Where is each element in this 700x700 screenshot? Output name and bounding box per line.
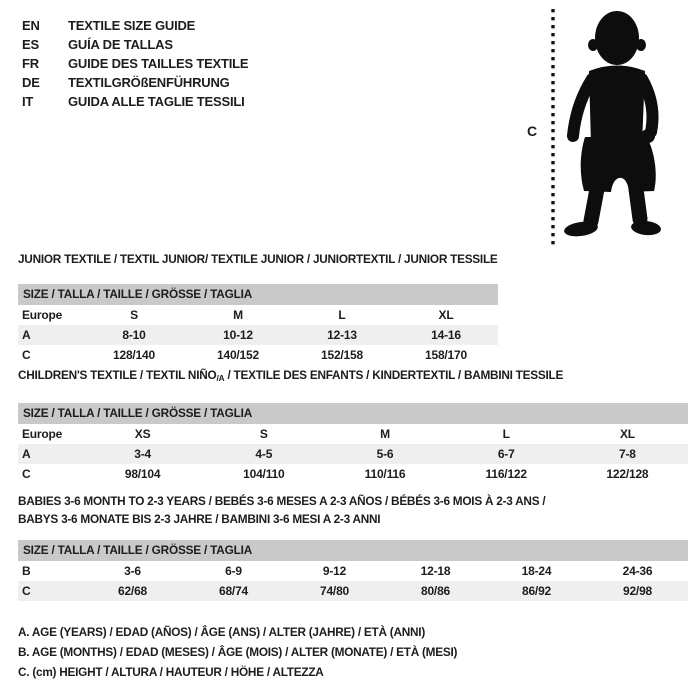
row-label: Europe bbox=[22, 427, 63, 441]
size-cell: L bbox=[502, 427, 510, 441]
toddler-silhouette bbox=[563, 11, 661, 238]
title-part: / TEXTILE DES ENFANTS / KINDERTEXTIL / BAMBINI TESSILE bbox=[224, 368, 564, 382]
value-cell: 7-8 bbox=[619, 447, 636, 461]
table-row-height bbox=[18, 464, 688, 484]
language-code: FR bbox=[22, 56, 39, 71]
language-code: ES bbox=[22, 37, 39, 52]
row-label: A bbox=[22, 328, 31, 342]
language-row-de bbox=[22, 73, 248, 92]
height-marker-label: C bbox=[527, 123, 537, 139]
table-row-age bbox=[18, 444, 688, 464]
value-cell: 152/158 bbox=[321, 348, 363, 362]
row-label: B bbox=[22, 564, 31, 578]
title-part-sub: /A bbox=[216, 373, 225, 383]
value-cell: 24-36 bbox=[622, 564, 653, 578]
row-label: C bbox=[22, 348, 31, 362]
language-title: TEXTILGRÖßENFÜHRUNG bbox=[68, 75, 230, 90]
babies-title-line2: BABYS 3-6 MONATE BIS 2-3 JAHRE / BAMBINI 3-6 MESI A 2-3 ANNI bbox=[18, 512, 381, 526]
value-cell: 74/80 bbox=[319, 584, 350, 598]
table-row-europe bbox=[18, 424, 688, 444]
row-label: C bbox=[22, 467, 31, 481]
row-label: Europe bbox=[22, 308, 63, 322]
value-cell: 10-12 bbox=[223, 328, 253, 342]
size-cell: XL bbox=[438, 308, 454, 322]
size-cell: M bbox=[380, 427, 390, 441]
value-cell: 116/122 bbox=[485, 467, 527, 481]
babies-textile-section bbox=[18, 492, 688, 601]
table-row-age-months bbox=[18, 561, 688, 581]
value-cell: 3-4 bbox=[134, 447, 151, 461]
language-row-en bbox=[22, 16, 248, 35]
size-header-bar: SIZE / TALLA / TAILLE / GRÖSSE / TAGLIA bbox=[18, 540, 688, 561]
value-cell: 98/104 bbox=[124, 467, 161, 481]
value-cell: 5-6 bbox=[376, 447, 394, 461]
value-cell: 6-7 bbox=[497, 447, 515, 461]
size-header-bar: SIZE / TALLA / TAILLE / GRÖSSE / TAGLIA bbox=[18, 284, 498, 305]
value-cell: 18-24 bbox=[521, 564, 552, 578]
language-code: EN bbox=[22, 18, 40, 33]
language-title: TEXTILE SIZE GUIDE bbox=[68, 18, 196, 33]
childrens-textile-section bbox=[18, 368, 688, 484]
footnote-a: A. AGE (YEARS) / EDAD (AÑOS) / ÂGE (ANS) / ALTER (JAHRE) / ETÀ (ANNI) bbox=[18, 625, 425, 639]
value-cell: 3-6 bbox=[124, 564, 141, 578]
footnote-c: C. (cm) HEIGHT / ALTURA / HAUTEUR / HÖHE / ALTEZZA bbox=[18, 665, 324, 679]
language-code: DE bbox=[22, 75, 40, 90]
language-code: IT bbox=[22, 94, 34, 109]
size-cell: L bbox=[338, 308, 346, 322]
value-cell: 122/128 bbox=[606, 467, 649, 481]
language-row-fr bbox=[22, 54, 248, 73]
language-title-list bbox=[22, 16, 248, 111]
babies-title-line1: BABIES 3-6 MONTH TO 2-3 YEARS / BEBÉS 3-6 MESES A 2-3 AÑOS / BÉBÉS 3-6 MOIS À 2-3 ANS / bbox=[18, 494, 546, 508]
footnote-b: B. AGE (MONTHS) / EDAD (MESES) / ÂGE (MOIS) / ALTER (MONATE) / ETÀ (MESI) bbox=[18, 645, 458, 659]
value-cell: 86/92 bbox=[521, 584, 552, 598]
row-label: C bbox=[22, 584, 31, 598]
value-cell: 68/74 bbox=[218, 584, 249, 598]
table-row-europe bbox=[18, 305, 498, 325]
language-row-it bbox=[22, 92, 248, 111]
value-cell: 9-12 bbox=[322, 564, 347, 578]
childrens-textile-title bbox=[18, 368, 688, 385]
value-cell: 92/98 bbox=[622, 584, 653, 598]
title-part: CHILDREN'S TEXTILE / TEXTIL NIÑO bbox=[18, 368, 217, 382]
language-title: GUÍA DE TALLAS bbox=[68, 37, 173, 52]
value-cell: 12-18 bbox=[420, 564, 451, 578]
height-figure bbox=[525, 5, 675, 250]
value-cell: 12-13 bbox=[327, 328, 357, 342]
value-cell: 6-9 bbox=[225, 564, 242, 578]
value-cell: 8-10 bbox=[122, 328, 146, 342]
row-label: A bbox=[22, 447, 31, 461]
table-row-height bbox=[18, 581, 688, 601]
footnotes bbox=[18, 622, 457, 682]
value-cell: 80/86 bbox=[420, 584, 451, 598]
junior-textile-section bbox=[18, 252, 498, 365]
size-cell: S bbox=[259, 427, 268, 441]
size-cell: XL bbox=[619, 427, 635, 441]
value-cell: 140/152 bbox=[217, 348, 259, 362]
size-cell: XS bbox=[134, 427, 151, 441]
junior-textile-title: JUNIOR TEXTILE / TEXTIL JUNIOR/ TEXTILE JUNIOR / JUNIORTEXTIL / JUNIOR TESSILE bbox=[18, 252, 498, 266]
language-row-es bbox=[22, 35, 248, 54]
language-title: GUIDA ALLE TAGLIE TESSILI bbox=[68, 94, 245, 109]
table-row-age bbox=[18, 325, 498, 345]
table-row-height bbox=[18, 345, 498, 365]
value-cell: 62/68 bbox=[117, 584, 148, 598]
value-cell: 158/170 bbox=[425, 348, 467, 362]
value-cell: 128/140 bbox=[113, 348, 155, 362]
value-cell: 14-16 bbox=[431, 328, 461, 342]
size-cell: S bbox=[130, 308, 138, 322]
value-cell: 4-5 bbox=[255, 447, 273, 461]
value-cell: 110/116 bbox=[364, 467, 406, 481]
size-header-bar: SIZE / TALLA / TAILLE / GRÖSSE / TAGLIA bbox=[18, 403, 688, 424]
size-cell: M bbox=[233, 308, 243, 322]
value-cell: 104/110 bbox=[243, 467, 285, 481]
language-title: GUIDE DES TAILLES TEXTILE bbox=[68, 56, 249, 71]
toddler-silhouette-icon bbox=[525, 5, 675, 250]
